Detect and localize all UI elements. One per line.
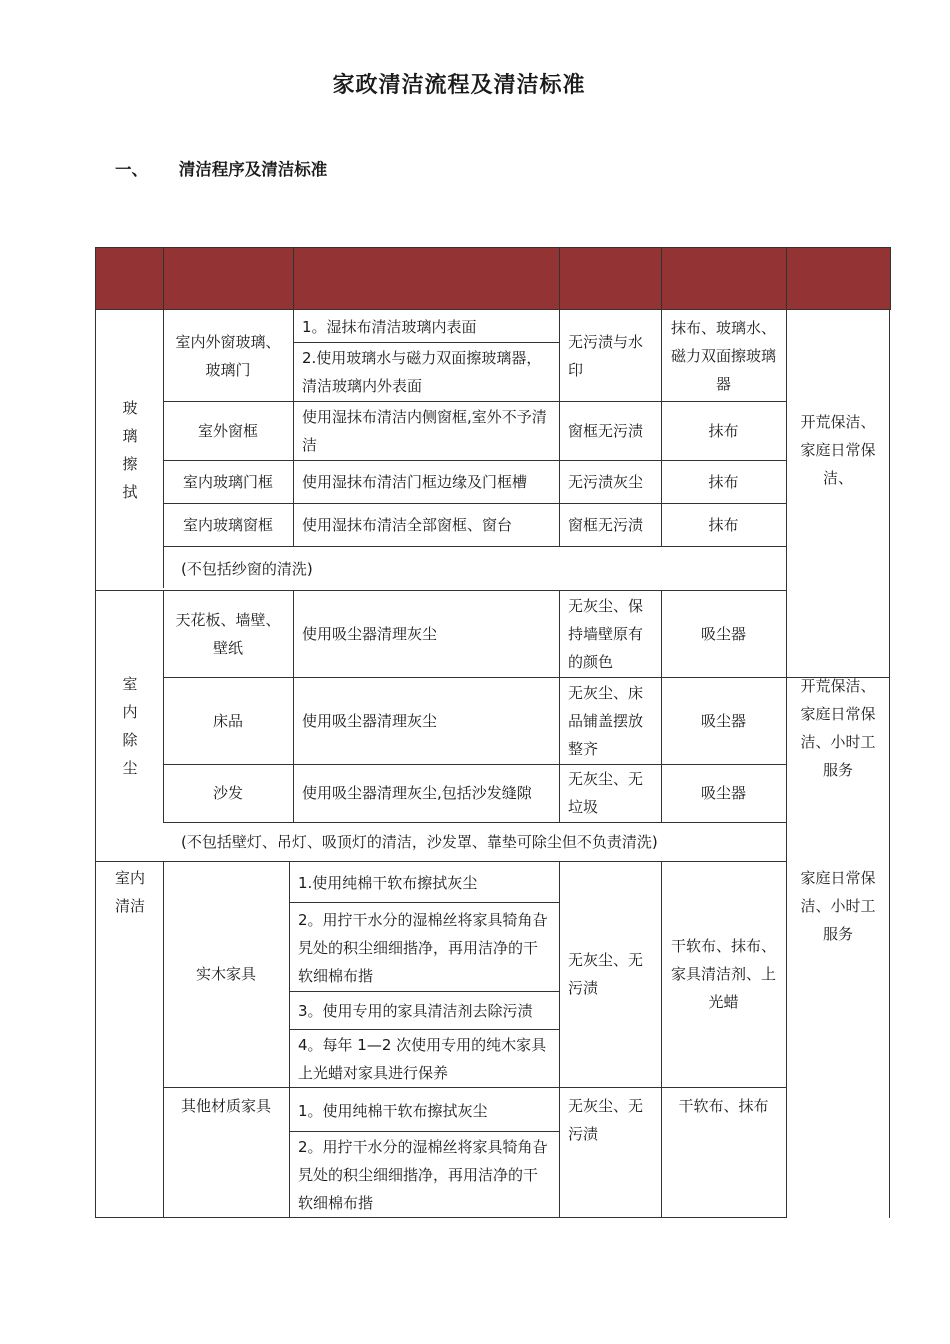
header-divider [786,247,787,310]
grid-line [786,310,787,1218]
step-text: 3。使用专用的家具清洁剂去除污渍 [298,1001,533,1020]
grid-line [95,1217,786,1218]
grid-line [289,902,559,903]
item-name: 实木家具 [195,965,256,983]
standard-cell: 无灰尘、无垃圾 [568,770,644,816]
table-header [95,247,891,310]
service-cell: 开荒保洁、家庭日常保洁、小时工服务 [800,677,876,779]
item-name: 其他材质家具 [180,1097,271,1115]
standard-cell: 无灰尘、无污渍 [568,1097,644,1143]
header-divider [163,247,164,310]
step-text: 4。每年 1—2 次使用专用的纯木家具上光蜡对家具进行保养 [298,1035,547,1082]
tools-cell: 抹布 [708,421,739,440]
item-name: 室内玻璃窗框 [182,515,273,534]
tools-cell: 抹布、玻璃水、磁力双面擦玻璃器 [670,318,776,393]
step-text: 使用湿抹布清洁全部窗框、窗台 [302,515,513,534]
standard-cell: 窗框无污渍 [568,515,644,534]
header-divider [293,247,294,310]
note-text: (不包括纱窗的清洗) [181,559,313,578]
service-cell: 家庭日常保洁、小时工服务 [800,869,876,943]
header-divider [559,247,560,310]
grid-line [95,310,96,1218]
step-text: 2。用拧干水分的湿棉丝将家具犄角旮旯处的积尘细细揩净，再用洁净的干软细棉布揩 [298,1137,548,1212]
tools-cell: 抹布 [708,472,739,491]
standard-cell: 无灰尘、保持墙壁原有的颜色 [568,596,644,671]
tools-cell: 吸尘器 [700,784,746,802]
section-heading [115,156,327,180]
step-text: 2.使用玻璃水与磁力双面擦玻璃器，清洁玻璃内外表面 [302,349,542,395]
standard-cell: 窗框无污渍 [568,421,644,440]
section-title: 清洁程序及清洁标准 [178,160,328,179]
step-text: 使用吸尘器清理灰尘 [302,624,438,643]
tools-cell: 吸尘器 [700,624,746,643]
step-text: 使用吸尘器清理灰尘,包括沙发缝隙 [302,784,532,802]
category-cell: 室内清洁 [114,869,145,915]
document-title: 家政清洁流程及清洁标准 [332,73,586,98]
item-name: 室外窗框 [197,421,258,440]
step-text: 1.使用纯棉干软布擦拭灰尘 [298,874,478,892]
grid-line [889,310,890,1218]
item-name: 室内外窗玻璃、玻璃门 [175,332,281,379]
step-text: 2。用拧干水分的湿棉丝将家具犄角旮旯处的积尘细细揩净，再用洁净的干软细棉布揩 [298,910,548,985]
step-text: 使用湿抹布清洁门框边缘及门框槽 [302,472,528,491]
item-name: 天花板、墙壁、壁纸 [175,610,281,657]
standard-cell: 无污渍与水印 [568,332,644,379]
step-text: 使用湿抹布清洁内侧窗框,室外不予清洁 [302,407,547,454]
tools-cell: 抹布 [708,515,739,534]
step-text: 1。湿抹布清洁玻璃内表面 [302,318,477,336]
item-name: 床品 [212,711,243,730]
step-text: 1。使用纯棉干软布擦拭灰尘 [298,1101,488,1120]
tools-cell: 吸尘器 [700,711,746,730]
service-cell: 开荒保洁、家庭日常保洁、 [800,413,876,487]
step-text: 使用吸尘器清理灰尘 [302,711,438,730]
header-divider [661,247,662,310]
standard-cell: 无污渍灰尘 [568,472,644,491]
grid-line [163,1087,786,1088]
category-cell: 玻璃擦拭 [122,399,138,501]
standard-cell: 无灰尘、无污渍 [568,951,644,997]
tools-cell: 干软布、抹布、家具清洁剂、上光蜡 [670,937,776,1011]
section-number: 一、 [115,160,148,179]
standard-cell: 无灰尘、床品铺盖摆放整齐 [568,683,644,758]
item-name: 室内玻璃门框 [182,472,273,491]
tools-cell: 干软布、抹布 [678,1097,769,1115]
category-cell: 室内除尘 [122,674,138,777]
note-text: (不包括壁灯、吊灯、吸顶灯的清洁，沙发罩、靠垫可除尘但不负责清洗) [181,833,658,851]
item-name: 沙发 [212,784,243,802]
